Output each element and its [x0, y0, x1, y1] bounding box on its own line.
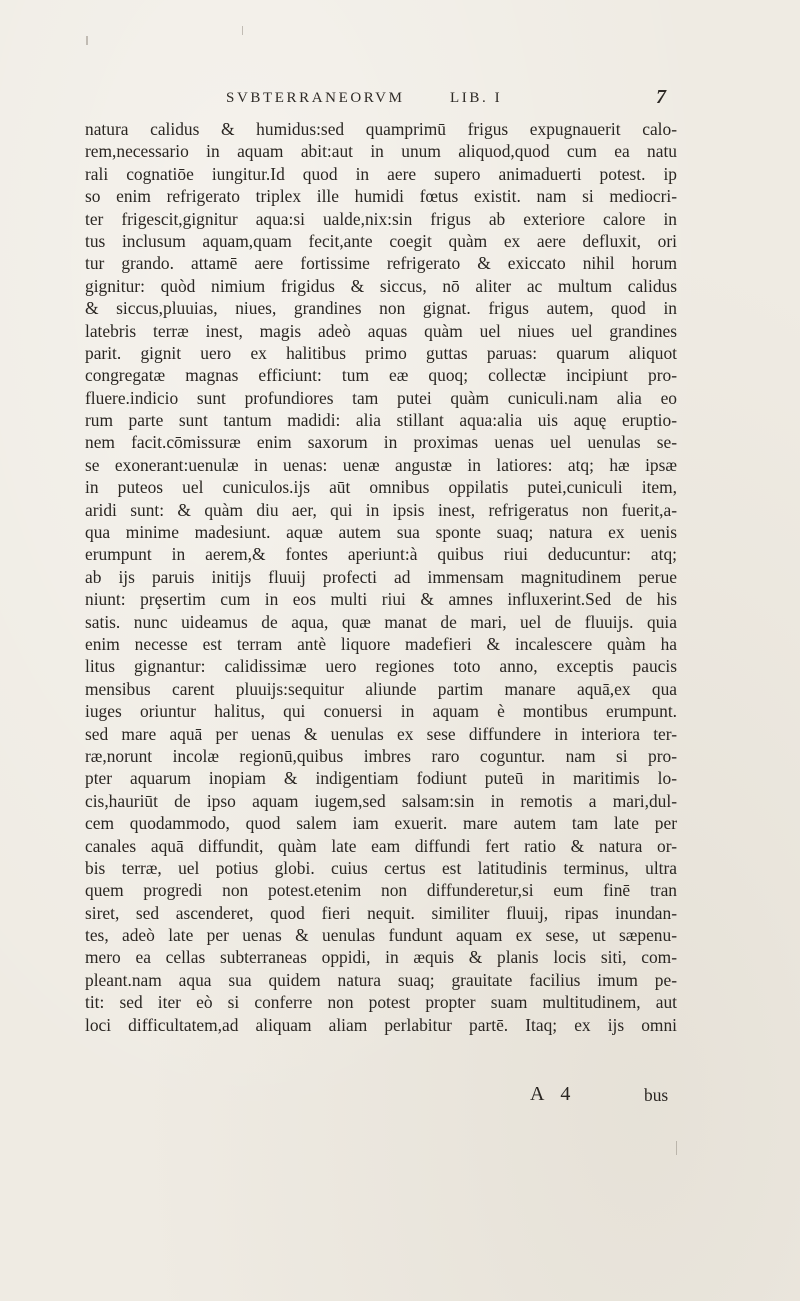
text-line: & siccus,pluuias, niues, grandines non gignat. frigus autem, quod in: [85, 298, 677, 319]
paper-speck: [242, 26, 243, 35]
text-line: bis terræ, uel potius globi. cuius certus est latitudinis terminus, ultra: [85, 857, 677, 878]
text-line: latebris terræ inest, magis adeò aquas quàm uel niues uel grandines: [85, 320, 677, 341]
text-line: loci difficultatem,ad aliquam aliam perlabitur partē. Itaq; ex ijs omni: [85, 1014, 677, 1035]
text-line: pter aquarum inopiam & indigentiam fodiunt puteū in maritimis lo-: [85, 768, 677, 789]
text-line: natura calidus & humidus:sed quamprimū frigus expugnauerit calo-: [85, 119, 677, 139]
text-line: canales aquā diffundit, quàm late eam diffundi fert ratio & natura or-: [85, 835, 677, 856]
text-line: ræ,norunt incolæ regionū,quibus imbres raro coguntur. nam si pro-: [85, 745, 677, 766]
text-line: se exonerant:uenulæ in uenas: uenæ angustæ in latiores: atq; hæ ipsæ: [85, 454, 677, 475]
text-line: cem quodammodo, quod salem iam exuerit. mare autem tam late per: [85, 813, 677, 834]
text-line: tus inclusum aquam,quam fecit,ante coegit quàm ex aere defluxit, ori: [85, 230, 677, 251]
text-line: tes, adeò late per uenas & uenulas fundunt aquam ex sese, ut sæpenu-: [85, 925, 677, 946]
text-line: nem facit.cōmissuræ enim saxorum in proximas uenas uel uenulas se-: [85, 432, 677, 453]
running-head-book: LIB. I: [450, 90, 503, 106]
text-line: fluere.indicio sunt profundiores tam putei quàm cuniculi.nam alia eo: [85, 387, 677, 408]
text-line: qua minime madesiunt. aquæ autem sua sponte suaq; natura ex uenis: [85, 522, 677, 543]
text-line: satis. nunc uideamus de aqua, quæ manat de mari, uel de fluuijs. quia: [85, 611, 677, 632]
text-line: cis,hauriūt de ipso aquam iugem,sed salsam:sin in remotis a mari,dul-: [85, 790, 677, 811]
text-line: mero ea cellas subterraneas oppidi, in æquis & planis locis siti, com-: [85, 947, 677, 968]
text-line: tur grando. attamē aere fortissime refrigerato & exiccato nihil horum: [85, 253, 677, 274]
text-line: rem,necessario in aquam abit:aut in unum aliquod,quod cum ea natu: [85, 141, 677, 162]
paper-speck: [86, 36, 88, 45]
text-line: rali cognatiōe iungitur.Id quod in aere supero animaduerti potest. ip: [85, 163, 677, 184]
text-line: gignitur: quòd nimium frigidus & siccus, nō aliter ac multum calidus: [85, 275, 677, 296]
signature-mark: A 4: [530, 1083, 577, 1105]
text-line: in puteos uel cuniculos.ijs aūt omnibus oppilatis putei,cuniculi item,: [85, 477, 677, 498]
text-line: litus gignantur: calidissimæ uero regiones toto anno, exceptis paucis: [85, 656, 677, 677]
text-line: enim necesse est terram antè liquore madefieri & incalescere quàm ha: [85, 633, 677, 654]
text-line: aridi sunt: & quàm diu aer, qui in ipsis inest, refrigeratus non fuerit,a-: [85, 499, 677, 520]
text-line: iuges oriuntur halitus, qui conuersi in aquam è montibus erumpunt.: [85, 701, 677, 722]
text-line: ter frigescit,gignitur aqua:si ualde,nix:sin frigus ab exteriore calore in: [85, 208, 677, 229]
text-line: sed mare aquā per uenas & uenulas ex sese diffundere in interiora ter-: [85, 723, 677, 744]
text-line: so enim refrigerato triplex ille humidi fœtus existit. nam si mediocri-: [85, 186, 677, 207]
body-text: [85, 118, 677, 1036]
text-line: pleant.nam aqua sua quidem natura suaq; grauitate facilius imum pe-: [85, 969, 677, 990]
folio-number: 7: [656, 86, 666, 108]
text-line: erumpunt in aerem,& fontes aperiunt:à quibus riui deducuntur: atq;: [85, 544, 677, 565]
text-line: siret, sed ascenderet, quod fieri nequit. similiter fluuij, ripas inundan-: [85, 902, 677, 923]
running-head: [226, 86, 666, 112]
text-line: quem progredi non potest.etenim non diffunderetur,si eum finē tran: [85, 880, 677, 901]
text-line: niunt: prȩsertim cum in eos multi riui & amnes influxerint.Sed de his: [85, 589, 677, 610]
text-line: parit. gignit uero ex halitibus primo guttas paruas: quarum aliquot: [85, 342, 677, 363]
text-line: ab ijs paruis initijs fluuij profecti ad immensam magnitudinem perue: [85, 566, 677, 587]
running-head-title: SVBTERRANEORVM: [226, 90, 405, 106]
catchword: bus: [644, 1085, 669, 1105]
text-line: rum parte sunt tantum madidi: alia stillant aqua:alia uis aquę eruptio-: [85, 410, 677, 431]
text-line: mensibus carent pluuijs:sequitur aliunde partim manare aquā,ex qua: [85, 678, 677, 699]
text-line: tit: sed iter eò si conferre non potest propter suam multitudinem, aut: [85, 992, 677, 1013]
text-line: congregatæ magnas efficiunt: tum eæ quoq; collectæ incipiunt pro-: [85, 365, 677, 386]
paper-speck: [676, 1141, 677, 1155]
